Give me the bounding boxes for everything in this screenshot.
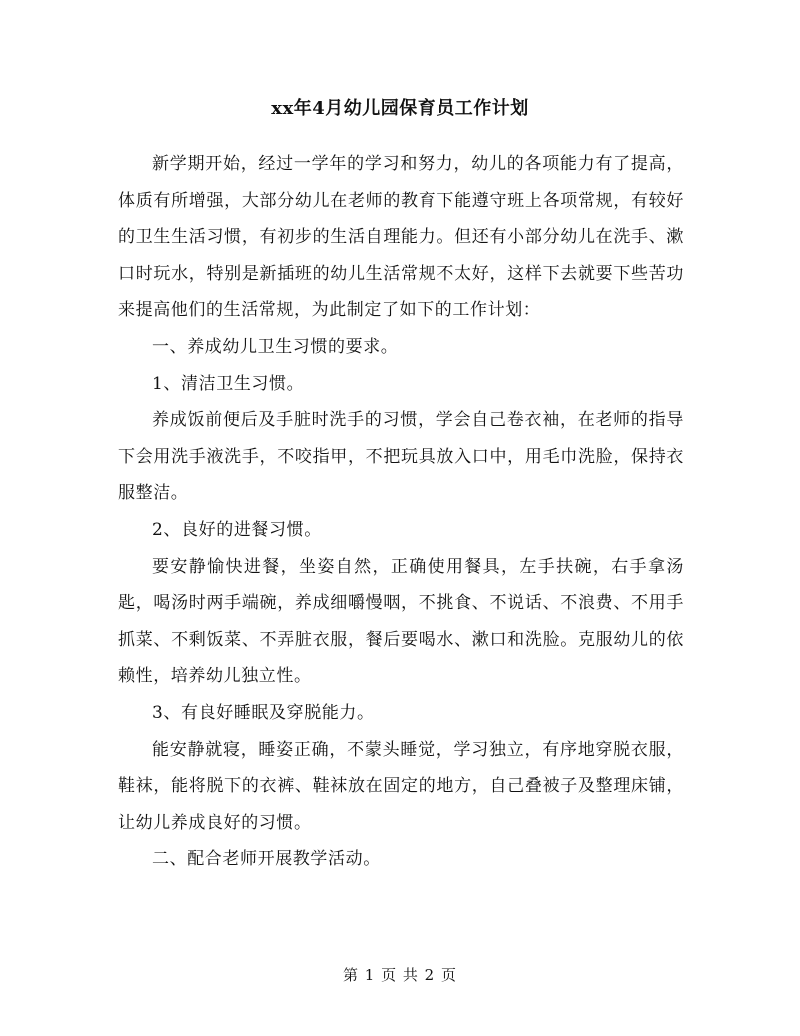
subheading-2: 2、良好的进餐习惯。	[152, 519, 322, 540]
section-heading-1: 一、养成幼儿卫生习惯的要求。	[152, 336, 399, 357]
document-title: xx年4月幼儿园保育员工作计划	[271, 98, 529, 119]
paragraph-dining: 要安静愉快进餐，坐姿自然，正确使用餐具，左手扶碗，右手拿汤匙，喝汤时两手端碗，养成细嚼慢咽，不挑食、不说话、不浪费、不用手抓菜、不剩饭菜、不弄脏衣服，餐后要喝水、漱口和洗脸。克服幼儿的依赖性，培养幼儿独立性。	[118, 556, 684, 687]
page-number-footer: 第 1 页 共 2 页	[343, 966, 457, 984]
subheading-1: 1、清洁卫生习惯。	[152, 373, 305, 394]
intro-paragraph: 新学期开始，经过一学年的学习和努力，幼儿的各项能力有了提高，体质有所增强，大部分幼儿在老师的教育下能遵守班上各项常规，有较好的卫生生活习惯，有初步的生活自理能力。但还有小部分幼儿在洗手、漱口时玩水，特别是新插班的幼儿生活常规不太好，这样下去就要下些苦功来提高他们的生活常规，为此制定了如下的工作计划：	[118, 154, 684, 321]
document-body	[118, 146, 684, 878]
section-heading-2: 二、配合老师开展教学活动。	[152, 849, 381, 870]
paragraph-hygiene: 养成饭前便后及手脏时洗手的习惯，学会自己卷衣袖，在老师的指导下会用洗手液洗手，不咬指甲，不把玩具放入口中，用毛巾洗脸，保持衣服整洁。	[118, 410, 684, 504]
subheading-3: 3、有良好睡眠及穿脱能力。	[152, 702, 375, 723]
paragraph-sleep: 能安静就寝，睡姿正确，不蒙头睡觉，学习独立，有序地穿脱衣服，鞋袜，能将脱下的衣裤、鞋袜放在固定的地方，自己叠被子及整理床铺，让幼儿养成良好的习惯。	[118, 739, 684, 833]
